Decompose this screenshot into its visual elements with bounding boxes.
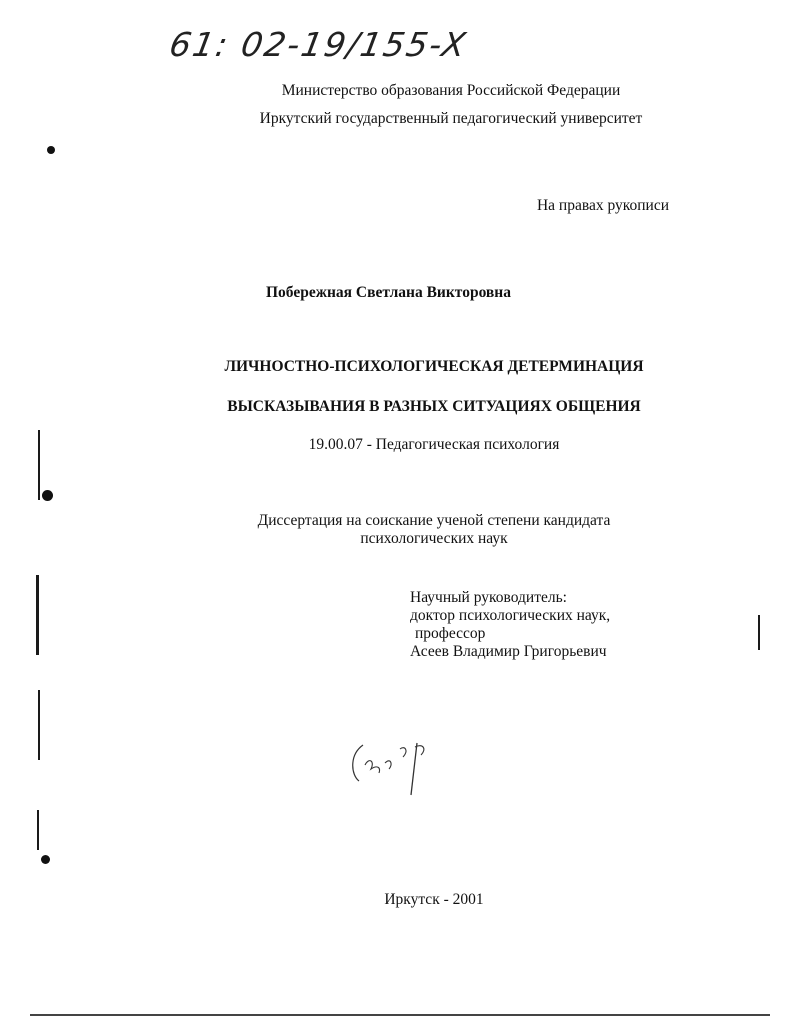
handwritten-archive-number: 61: 02-19/155-X xyxy=(166,25,471,64)
rights-note: На правах рукописи xyxy=(536,197,669,214)
scan-mark-2 xyxy=(36,575,39,655)
supervisor-label: Научный руководитель: xyxy=(410,589,567,606)
scan-mark-1 xyxy=(38,430,40,500)
scan-bottom-edge xyxy=(30,1014,770,1016)
scan-mark-4 xyxy=(37,810,39,850)
supervisor-rank: профессор xyxy=(415,625,486,642)
author-name: Побережная Светлана Викторовна xyxy=(266,284,511,301)
scan-mark-right xyxy=(758,615,760,650)
degree-line-2: психологических наук xyxy=(360,530,508,547)
university-line: Иркутский государственный педагогический университет xyxy=(259,110,643,127)
specialty-code: 19.00.07 - Педагогическая психология xyxy=(308,436,560,453)
dissertation-title-line-2: ВЫСКАЗЫВАНИЯ В РАЗНЫХ СИТУАЦИЯХ ОБЩЕНИЯ xyxy=(227,398,641,415)
city-year: Иркутск - 2001 xyxy=(384,891,484,908)
degree-line-1: Диссертация на соискание ученой степени кандидата xyxy=(257,512,611,529)
handwritten-signature xyxy=(345,735,435,805)
ministry-line: Министерство образования Российской Федерации xyxy=(281,82,621,99)
scan-dot-2 xyxy=(42,490,53,501)
dissertation-title-line-1: ЛИЧНОСТНО-ПСИХОЛОГИЧЕСКАЯ ДЕТЕРМИНАЦИЯ xyxy=(224,358,644,375)
scan-dot-3 xyxy=(41,855,50,864)
supervisor-name: Асеев Владимир Григорьевич xyxy=(410,643,607,660)
scan-mark-3 xyxy=(38,690,40,760)
scan-dot-1 xyxy=(47,146,55,154)
supervisor-degree: доктор психологических наук, xyxy=(410,607,611,624)
